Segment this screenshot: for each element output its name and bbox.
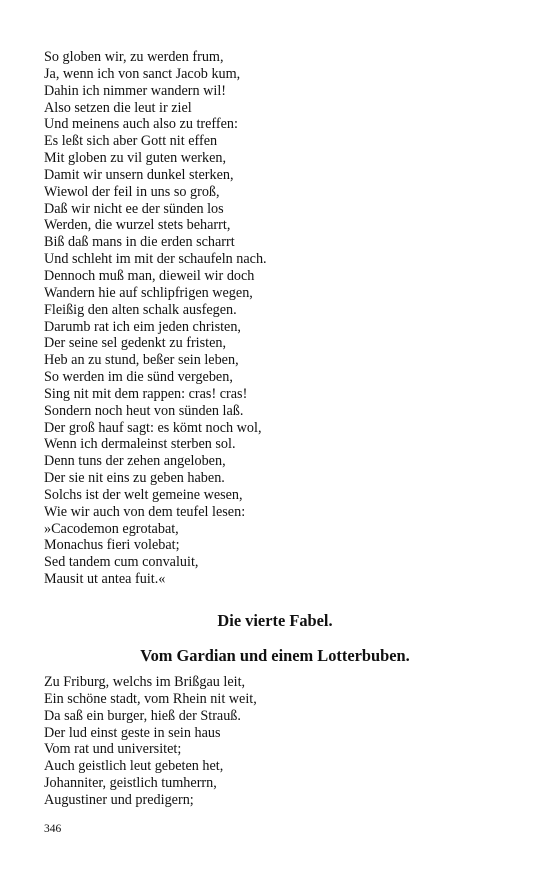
verse-line: Ja, wenn ich von sanct Jacob kum, [44,65,241,82]
verse-line: Fleißig den alten schalk ausfegen. [44,301,237,318]
verse-line: Da saß ein burger, hieß der Strauß. [44,707,241,724]
verse-line: Mausit ut antea fuit.« [44,571,166,588]
verse-line: Werden, die wurzel stets beharrt, [44,217,231,234]
verse-line: Wenn ich dermaleinst sterben sol. [44,436,236,453]
verse-line: Und schleht im mit der schaufeln nach. [44,251,267,268]
verse-line: Der sie nit eins zu geben haben. [44,470,225,487]
verse-line: Mit globen zu vil guten werken, [44,150,227,167]
verse-line: Sondern noch heut von sünden laß. [44,402,244,419]
verse-line: Also setzen die leut ir ziel [44,99,192,116]
verse-line: Monachus fieri volebat; [44,537,180,554]
verse-line: »Cacodemon egrotabat, [44,520,179,537]
page-number: 346 [44,823,62,835]
verse-line: Sing nit mit dem rappen: cras! cras! [44,385,248,402]
verse-line: Biß daß mans in die erden scharrt [44,234,235,251]
verse-line: Vom rat und universitet; [44,741,182,758]
verse-line: Wiewol der feil in uns so groß, [44,183,220,200]
verse-line: Sed tandem cum convaluit, [44,554,199,571]
verse-line: Zu Friburg, welchs im Brißgau leit, [44,674,246,690]
verse-line: Dennoch muß man, dieweil wir doch [44,267,255,284]
verse-line: Der seine sel gedenkt zu fristen, [44,335,227,352]
verse-line: Der groß hauf sagt: es kömt noch wol, [44,419,262,436]
verse-line: Dahin ich nimmer wandern wil! [44,82,227,99]
verse-line: Denn tuns der zehen angeloben, [44,453,226,470]
verse-line: Wie wir auch von dem teufel lesen: [44,503,246,520]
verse-line: Darumb rat ich eim jeden christen, [44,318,241,335]
verse-line: Heb an zu stund, beßer sein leben, [44,352,239,369]
verse-line: So werden im die sünd vergeben, [44,369,233,386]
verse-line: So globen wir, zu werden frum, [44,49,224,65]
verse-line: Daß wir nicht ee der sünden los [44,200,224,217]
poem-verse-block [44,49,514,588]
verse-line: Es leßt sich aber Gott nit effen [44,133,218,150]
fable-verse-block [44,674,514,809]
verse-line: Augustiner und predigern; [44,791,194,808]
verse-line: Und meinens auch also zu treffen: [44,116,238,133]
verse-line: Solchs ist der welt gemeine wesen, [44,486,243,503]
fable-subtitle: Vom Gardian und einem Lotterbuben. [140,646,410,665]
verse-line: Damit wir unsern dunkel sterken, [44,166,234,183]
verse-line: Der lud einst geste in sein haus [44,724,221,741]
verse-line: Auch geistlich leut gebeten het, [44,758,224,775]
verse-line: Johanniter, geistlich tumherrn, [44,775,217,792]
verse-line: Wandern hie auf schlipfrigen wegen, [44,284,253,301]
verse-line: Ein schöne stadt, vom Rhein nit weit, [44,690,257,707]
fable-title: Die vierte Fabel. [217,611,333,630]
